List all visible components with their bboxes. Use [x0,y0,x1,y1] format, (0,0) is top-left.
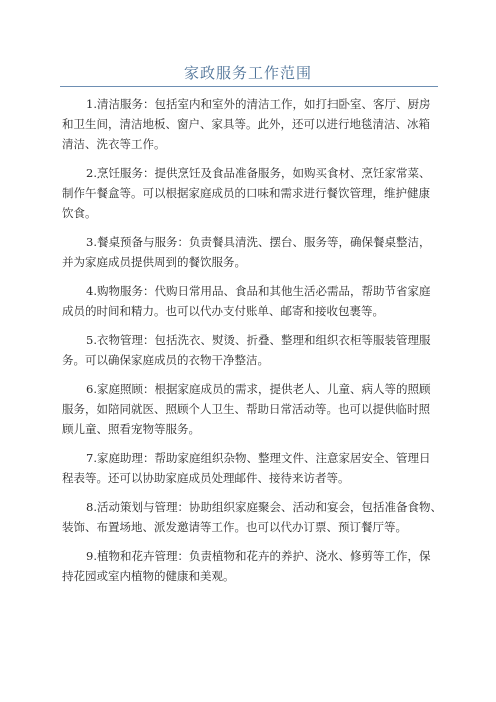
paragraph-table-service [62,232,442,272]
paragraph-line: 制作午餐盒等。可以根据家庭成员的口味和需求进行餐饮管理，维护健康 [62,186,430,200]
paragraph-line: 饮食。 [62,206,97,220]
paragraph-home-assistant [62,448,442,488]
paragraph-line: 和卫生间，清洁地板、窗户、家具等。此外，还可以进行地毯清洁、冰箱 [62,117,430,131]
paragraph-shopping [62,281,442,321]
paragraph-line: 7.家庭助理：帮助家庭组织杂物、整理文件、注意家居安全、管理日 [86,451,431,465]
paragraph-line: 服务，如陪同就医、照顾个人卫生、帮助日常活动等。也可以提供临时照 [62,402,430,416]
paragraph-line: 持花园或室内植物的健康和美观。 [62,569,235,583]
paragraph-line: 8.活动策划与管理：协助组织家庭聚会、活动和宴会，包括准备食物、 [86,500,442,514]
paragraph-cleaning [62,94,442,154]
paragraph-line: 2.烹饪服务：提供烹饪及食品准备服务，如购买食材、烹饪家常菜、 [86,166,431,180]
document-title: 家政服务工作范围 [183,64,312,82]
paragraph-line: 5.衣物管理：包括洗衣、熨烫、折叠、整理和组织衣柜等服装管理服 [86,333,431,347]
paragraph-line: 4.购物服务：代购日常用品、食品和其他生活必需品，帮助节省家庭 [86,284,431,298]
paragraph-line: 1.清洁服务：包括室内和室外的清洁工作，如打扫卧室、客厅、厨房 [86,97,431,111]
paragraph-line: 清洁、洗衣等工作。 [62,137,166,151]
paragraph-plant-care [62,546,442,586]
paragraph-line: 顾儿童、照看宠物等服务。 [62,422,200,436]
paragraph-clothing [62,330,442,370]
paragraph-line: 程表等。还可以协助家庭成员处理邮件、接待来访者等。 [62,471,350,485]
paragraph-line: 务。可以确保家庭成员的衣物干净整洁。 [62,353,269,367]
paragraph-cooking [62,163,442,223]
paragraph-line: 成员的时间和精力。也可以代办支付账单、邮寄和接收包裹等。 [62,304,384,318]
paragraph-line: 3.餐桌预备与服务：负责餐具清洗、摆台、服务等，确保餐桌整洁， [86,235,431,249]
paragraph-event-planning [62,497,442,537]
paragraph-line: 并为家庭成员提供周到的餐饮服务。 [62,255,246,269]
paragraph-family-care [62,379,442,439]
paragraph-line: 9.植物和花卉管理：负责植物和花卉的养护、浇水、修剪等工作，保 [86,549,431,563]
paragraph-line: 装饰、布置场地、派发邀请等工作。也可以代办订票、预订餐厅等。 [62,520,407,534]
paragraph-line: 6.家庭照顾：根据家庭成员的需求，提供老人、儿童、病人等的照顾 [86,382,431,396]
title-underline [60,86,438,87]
